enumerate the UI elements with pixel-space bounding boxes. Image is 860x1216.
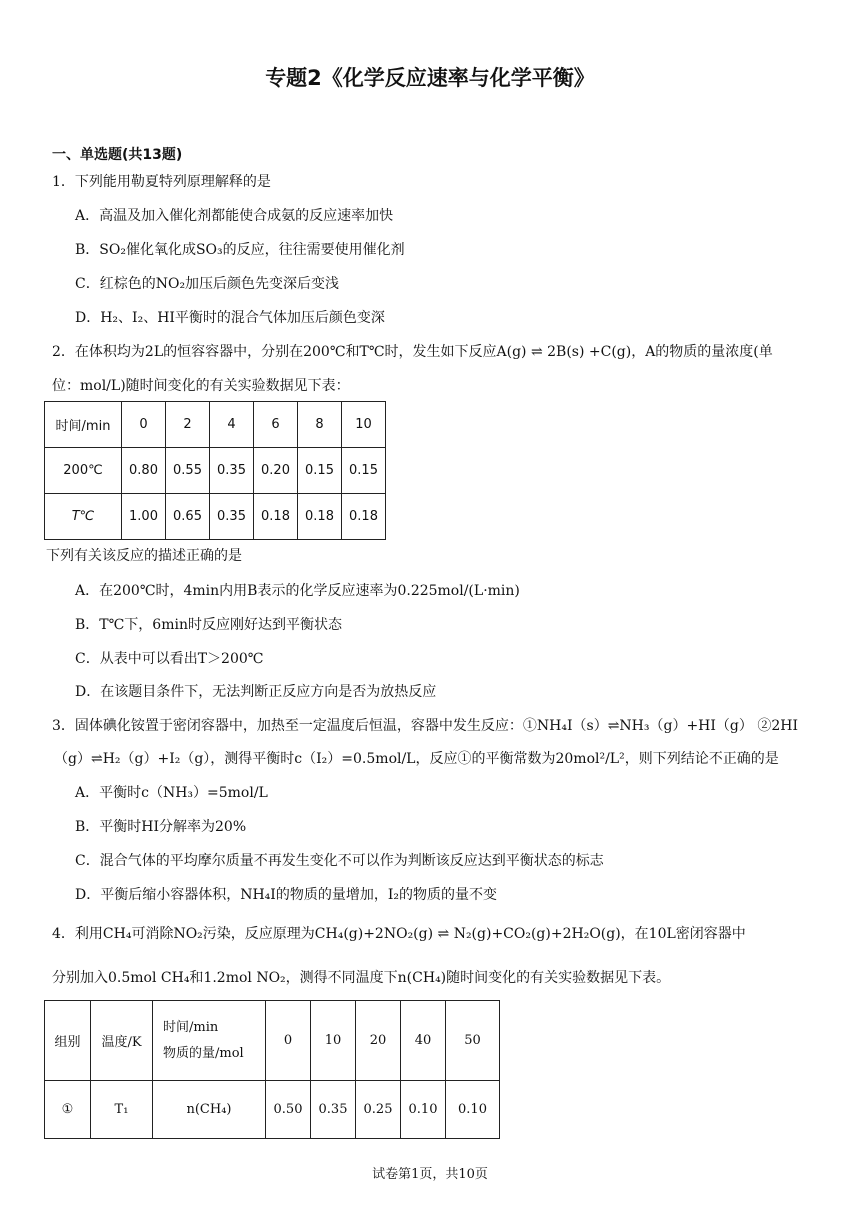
q4-header-amount: 物质的量/mol [163, 1045, 244, 1061]
q3-option-d: D．平衡后缩小容器体积，NH₄I的物质的量增加，I₂的物质的量不变 [75, 887, 497, 903]
q2-header-cell: 时间/min [45, 402, 122, 448]
q3-option-b: B．平衡时HI分解率为20% [75, 819, 247, 835]
q2-header-cell: 0 [122, 402, 166, 448]
q2-stem-line2: 位：mol/L)随时间变化的有关实验数据见下表： [52, 378, 350, 394]
q1-option-b: B．SO₂催化氧化成SO₃的反应，往往需要使用催化剂 [75, 242, 405, 258]
q1-option-c: C．红棕色的NO₂加压后颜色先变深后变浅 [75, 276, 340, 292]
section-heading: 一、单选题(共13题) [52, 147, 183, 163]
q1-stem: 1．下列能用勒夏特列原理解释的是 [52, 174, 271, 190]
table-cell: T₁ [91, 1081, 153, 1139]
q4-data-table [44, 1000, 500, 1139]
q2-header-cell: 6 [254, 402, 298, 448]
q3-stem-line1: 3．固体碘化铵置于密闭容器中，加热至一定温度后恒温，容器中发生反应：①NH₄I（s）⇌NH₃（g）+HI（g） ②2HI [52, 718, 798, 734]
table-cell: 1.00 [122, 494, 166, 540]
q2-ask: 下列有关该反应的描述正确的是 [46, 548, 242, 564]
table-cell: 200℃ [45, 448, 122, 494]
table-cell: 0.55 [166, 448, 210, 494]
table-cell: 0.25 [356, 1081, 401, 1139]
q4-header-time-cell: 50 [446, 1001, 500, 1081]
table-cell: 0.35 [210, 494, 254, 540]
table-cell: 0.15 [298, 448, 342, 494]
q4-header-time-cell: 10 [311, 1001, 356, 1081]
table-cell: T℃ [45, 494, 122, 540]
table-cell: 0.65 [166, 494, 210, 540]
q2-stem-line1: 2．在体积均为2L的恒容容器中，分别在200℃和T℃时，发生如下反应A(g) ⇌ 2B(s) +C(g)，A的物质的量浓度(单 [52, 344, 773, 360]
q2-option-c: C．从表中可以看出T＞200℃ [75, 651, 264, 667]
table-cell: 0.35 [210, 448, 254, 494]
table-cell: n(CH₄) [153, 1081, 266, 1139]
table-cell: ① [45, 1081, 91, 1139]
q1-option-a: A．高温及加入催化剂都能使合成氨的反应速率加快 [75, 208, 394, 224]
table-cell: 0.20 [254, 448, 298, 494]
q2-option-a: A．在200℃时，4min内用B表示的化学反应速率为0.225mol/(L·min) [75, 583, 520, 599]
table-cell: 0.18 [298, 494, 342, 540]
q4-header-time-cell: 20 [356, 1001, 401, 1081]
q4-header-time-amount [153, 1001, 266, 1081]
table-cell: 0.15 [342, 448, 386, 494]
q2-data-table [44, 401, 386, 540]
q3-option-a: A．平衡时c（NH₃）=5mol/L [75, 785, 268, 801]
q2-header-cell: 2 [166, 402, 210, 448]
q3-option-c: C．混合气体的平均摩尔质量不再发生变化不可以作为判断该反应达到平衡状态的标志 [75, 853, 604, 869]
page-footer: 试卷第1页，共10页 [372, 1167, 488, 1182]
q2-header-cell: 10 [342, 402, 386, 448]
q2-option-b: B．T℃下，6min时反应刚好达到平衡状态 [75, 617, 342, 633]
q2-table-header-row [45, 402, 386, 448]
q4-stem-line2: 分别加入0.5mol CH₄和1.2mol NO₂，测得不同温度下n(CH₄)随时间变化的有关实验数据见下表。 [52, 970, 671, 986]
q4-header-time-cell: 0 [266, 1001, 311, 1081]
q4-stem-line1: 4．利用CH₄可消除NO₂污染，反应原理为CH₄(g)+2NO₂(g) ⇌ N₂(g)+CO₂(g)+2H₂O(g)，在10L密闭容器中 [52, 926, 746, 942]
page-title: 专题2《化学反应速率与化学平衡》 [265, 66, 595, 90]
q4-header-time-cell: 40 [401, 1001, 446, 1081]
q2-header-cell: 4 [210, 402, 254, 448]
table-row [45, 448, 386, 494]
table-row [45, 494, 386, 540]
q3-stem-line2: （g）⇌H₂（g）+I₂（g），测得平衡时c（I₂）=0.5mol/L，反应①的平衡常数为20mol²/L²，则下列结论不正确的是 [54, 751, 779, 767]
q1-option-d: D．H₂、I₂、HI平衡时的混合气体加压后颜色变深 [75, 310, 385, 326]
table-cell: 0.80 [122, 448, 166, 494]
q4-header-time: 时间/min [163, 1019, 219, 1035]
table-cell: 0.18 [342, 494, 386, 540]
table-cell: 0.18 [254, 494, 298, 540]
table-cell: 0.10 [401, 1081, 446, 1139]
table-cell: 0.10 [446, 1081, 500, 1139]
q2-option-d: D．在该题目条件下，无法判断正反应方向是否为放热反应 [75, 684, 437, 700]
q4-header-temp: 温度/K [91, 1001, 153, 1081]
table-cell: 0.50 [266, 1081, 311, 1139]
table-cell: 0.35 [311, 1081, 356, 1139]
q4-header-group: 组别 [45, 1001, 91, 1081]
table-row [45, 1081, 500, 1139]
q2-header-cell: 8 [298, 402, 342, 448]
q4-table-header-row [45, 1001, 500, 1081]
